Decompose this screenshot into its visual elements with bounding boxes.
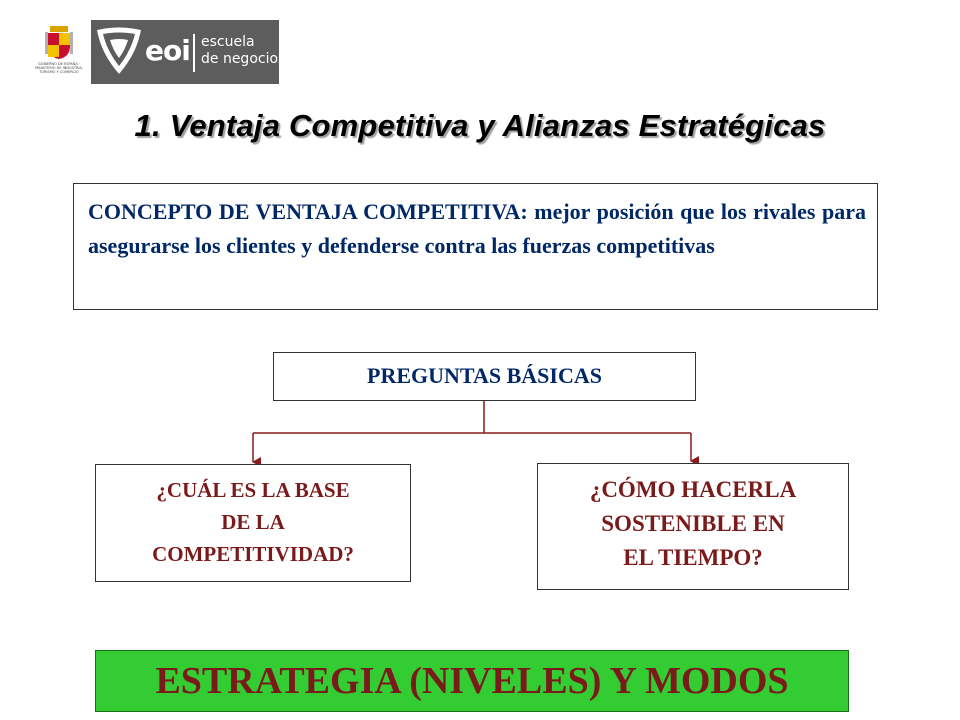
question-sustainability-box [537,463,849,590]
government-text: GOBIERNO DE ESPAÑA · MINISTERIO DE INDUSTRIA, TURISMO Y COMERCIO [35,62,83,74]
question-left-line1: ¿CUÁL ES LA BASE [156,478,350,502]
question-left-line2: DE LA [221,510,285,534]
eoi-subtitle-line1: escuela [201,34,255,50]
estrategia-banner: ESTRATEGIA (NIVELES) Y MODOS [95,650,849,712]
question-right-line2: SOSTENIBLE EN [601,511,785,536]
preguntas-basicas-box: PREGUNTAS BÁSICAS [273,352,696,401]
question-left-line3: COMPETITIVIDAD? [152,542,354,566]
question-competitiveness-box [95,464,411,582]
slide-title: 1. Ventaja Competitiva y Alianzas Estratégicas [134,108,826,143]
question-right-line1: ¿CÓMO HACERLA [589,477,797,502]
question-right-line3: EL TIEMPO? [623,545,763,570]
eoi-subtitle-line2: de negocios [201,51,286,67]
eoi-wordmark: eoi [145,34,190,67]
concept-box: CONCEPTO DE VENTAJA COMPETITIVA: mejor posición que los rivales para asegurarse los clientes y defenderse contra las fuerzas competitivas [73,183,878,310]
